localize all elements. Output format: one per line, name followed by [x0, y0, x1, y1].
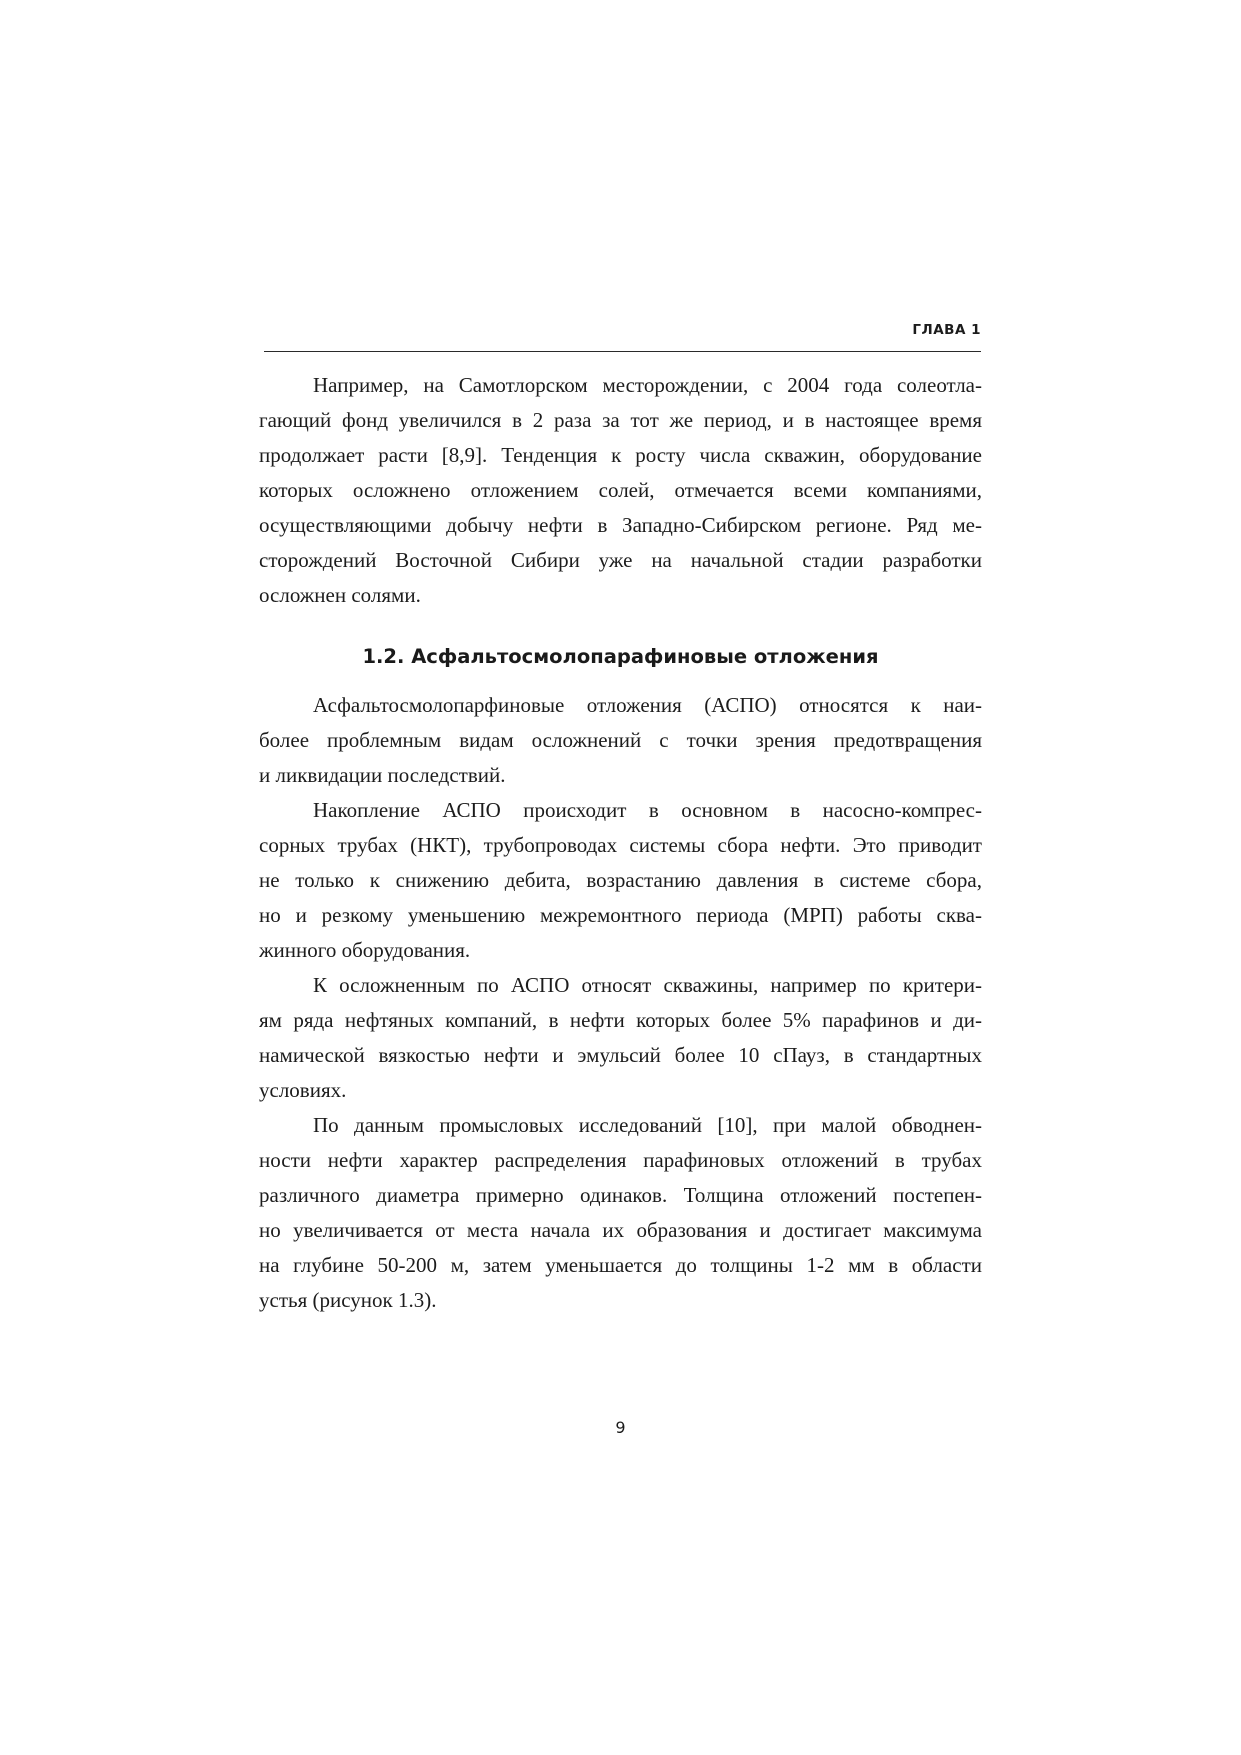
text-line: устья (рисунок 1.3).: [259, 1288, 437, 1312]
chapter-label: ГЛАВА 1: [912, 322, 981, 338]
paragraph-2: [259, 793, 982, 968]
text-line: сорных трубах (НКТ), трубопроводах системы сбора нефти. Это приводит: [259, 833, 982, 857]
text-line: сторождений Восточной Сибири уже на начальной стадии разработки: [259, 548, 982, 572]
paragraph-1: [259, 688, 982, 793]
text-line: ям ряда нефтяных компаний, в нефти которых более 5% парафинов и ди-: [259, 1008, 982, 1032]
text-line: Накопление АСПО происходит в основном в насосно-компрес-: [313, 798, 982, 822]
text-line: К осложненным по АСПО относят скважины, например по критери-: [313, 973, 982, 997]
text-line: условиях.: [259, 1078, 347, 1102]
text-line: различного диаметра примерно одинаков. Толщина отложений постепен-: [259, 1183, 982, 1207]
text-line: и ликвидации последствий.: [259, 763, 506, 787]
text-line: которых осложнено отложением солей, отмечается всеми компаниями,: [259, 478, 982, 502]
text-line: По данным промысловых исследований [10], при малой обводнен-: [313, 1113, 982, 1137]
text-line: не только к снижению дебита, возрастанию давления в системе сбора,: [259, 868, 982, 892]
intro-paragraph: [259, 368, 982, 613]
section-title: 1.2. Асфальтосмолопарафиновые отложения: [362, 645, 879, 668]
text-line: более проблемным видам осложнений с точки зрения предотвращения: [259, 728, 982, 752]
page-number: 9: [615, 1418, 626, 1437]
text-line: ности нефти характер распределения парафиновых отложений в трубах: [259, 1148, 982, 1172]
text-line: но увеличивается от места начала их образования и достигает максимума: [259, 1218, 982, 1242]
paragraph-4: [259, 1108, 982, 1318]
text-line: осложнен солями.: [259, 583, 421, 607]
text-line: но и резкому уменьшению межремонтного периода (МРП) работы сква-: [259, 903, 982, 927]
text-line: намической вязкостью нефти и эмульсий более 10 сПауз, в стандартных: [259, 1043, 982, 1067]
text-line: осуществляющими добычу нефти в Западно-Сибирском регионе. Ряд ме-: [259, 513, 982, 537]
text-line: жинного оборудования.: [259, 938, 471, 962]
paragraph-3: [259, 968, 982, 1108]
text-line: Например, на Самотлорском месторождении, с 2004 года солеотла-: [313, 373, 982, 397]
text-line: продолжает расти [8,9]. Тенденция к росту числа скважин, оборудование: [259, 443, 982, 467]
running-header: [264, 320, 981, 352]
text-line: на глубине 50-200 м, затем уменьшается до толщины 1-2 мм в области: [259, 1253, 982, 1277]
text-line: Асфальтосмолопарфиновые отложения (АСПО) относятся к наи-: [313, 693, 982, 717]
text-line: гающий фонд увеличился в 2 раза за тот же период, и в настоящее время: [259, 408, 982, 432]
